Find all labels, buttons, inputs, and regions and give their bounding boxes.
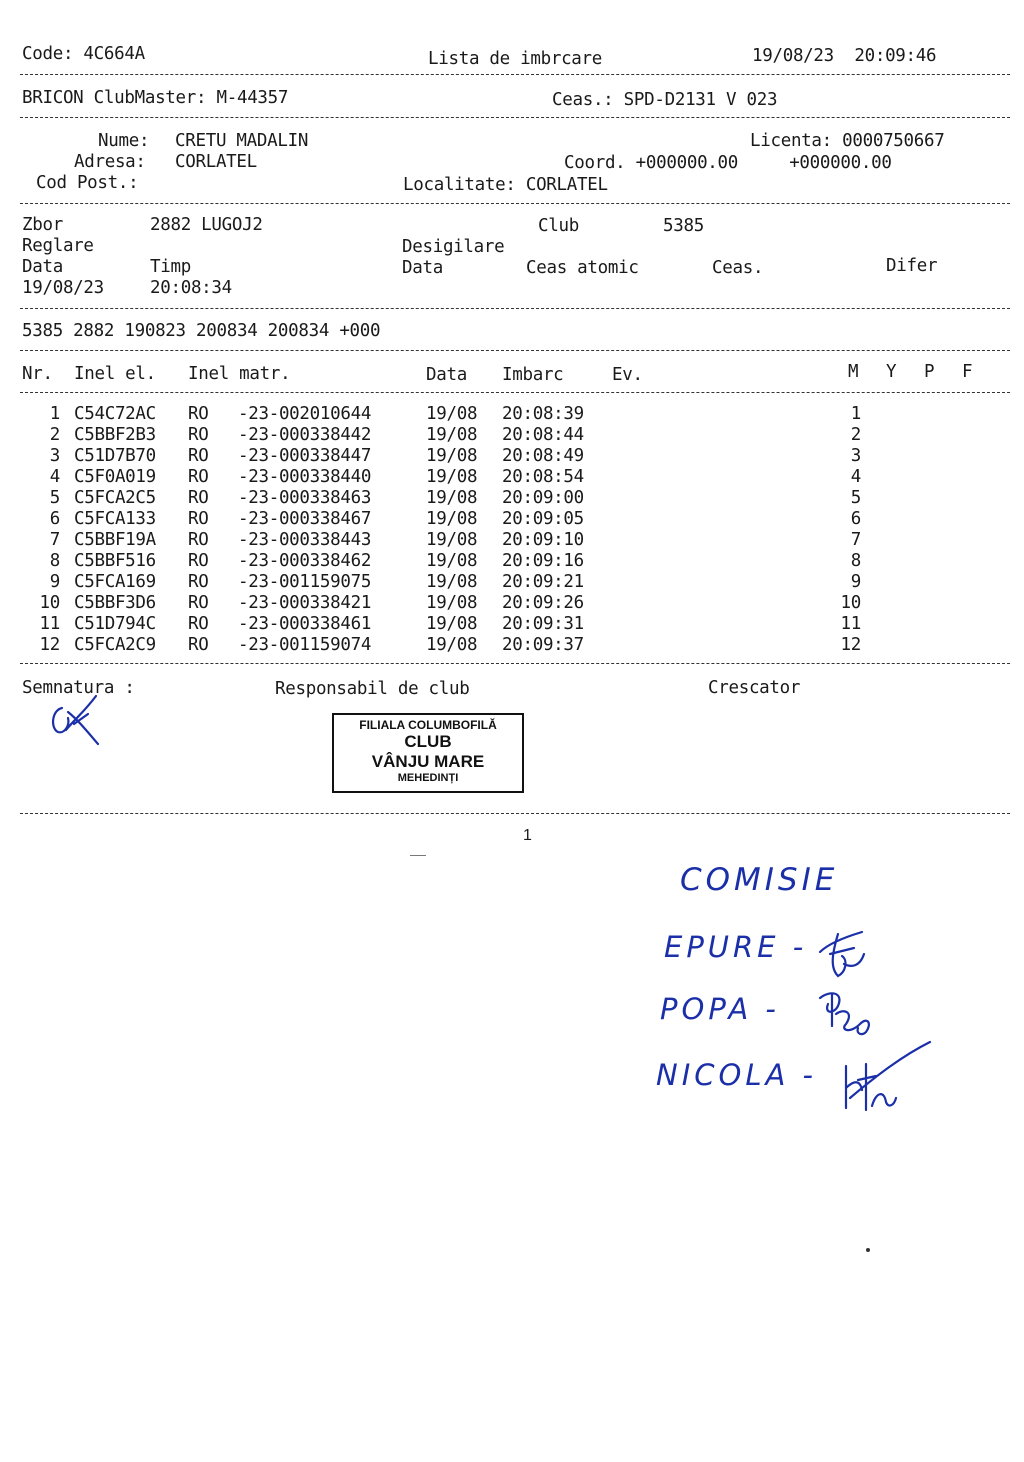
country-code: RO (188, 635, 209, 655)
m-value: 2 (850, 425, 861, 445)
reglare-date: 19/08/23 (22, 278, 104, 298)
electronic-ring: C5FCA169 (74, 572, 156, 592)
basket-time: 20:08:54 (502, 467, 584, 487)
table-row (0, 467, 1024, 488)
divider (20, 308, 1010, 309)
basket-time: 20:08:49 (502, 446, 584, 466)
clock-label: Ceas.: SPD-D2131 V 023 (552, 90, 778, 110)
col-header-nr: Nr. (22, 364, 53, 384)
adresa-label: Adresa: (74, 152, 146, 172)
stamp-line: MEHEDINȚI (397, 772, 459, 784)
basket-time: 20:09:16 (502, 551, 584, 571)
basket-time: 20:09:05 (502, 509, 584, 529)
m-value: 12 (840, 635, 861, 655)
row-number: 3 (49, 446, 60, 466)
basket-time: 20:09:26 (502, 593, 584, 613)
table-row (0, 614, 1024, 635)
row-number: 8 (49, 551, 60, 571)
col-header-inel-matr: Inel matr. (188, 364, 291, 384)
country-code: RO (188, 572, 209, 592)
table-row (0, 593, 1024, 614)
handwritten-member: POPA - (660, 992, 780, 1026)
ring-number: -23-001159075 (238, 572, 372, 592)
club-value: 5385 (663, 216, 704, 236)
difference-label: Difer (886, 256, 938, 276)
country-code: RO (188, 509, 209, 529)
table-row (0, 635, 1024, 656)
electronic-ring: C5FCA2C9 (74, 635, 156, 655)
m-value: 5 (850, 488, 861, 508)
row-number: 5 (49, 488, 60, 508)
country-code: RO (188, 446, 209, 466)
m-value: 7 (850, 530, 861, 550)
electronic-ring: C5FCA133 (74, 509, 156, 529)
basket-date: 19/08 (426, 572, 478, 592)
divider (20, 74, 1010, 75)
basket-date: 19/08 (426, 614, 478, 634)
basket-date: 19/08 (426, 488, 478, 508)
electronic-ring: C5BBF19A (74, 530, 156, 550)
basket-date: 19/08 (426, 425, 478, 445)
table-row (0, 530, 1024, 551)
col-header-y: Y (886, 362, 897, 382)
print-datetime: 19/08/23 20:09:46 (752, 46, 937, 66)
basket-date: 19/08 (426, 635, 478, 655)
stamp-line: CLUB (404, 732, 452, 751)
country-code: RO (188, 593, 209, 613)
basket-time: 20:08:39 (502, 404, 584, 424)
postal-code-label: Cod Post.: (36, 173, 139, 193)
country-code: RO (188, 467, 209, 487)
ring-number: -23-000338467 (238, 509, 372, 529)
table-row (0, 509, 1024, 530)
basket-date: 19/08 (426, 530, 478, 550)
page-number: 1 (523, 827, 532, 844)
document-title: Lista de imbrcare (428, 49, 603, 69)
handwritten-commission: COMISIE (680, 862, 839, 898)
m-value: 3 (850, 446, 861, 466)
ring-number: -23-001159074 (238, 635, 372, 655)
stamp-line: FILIALA COLUMBOFILĂ (359, 718, 497, 732)
mark (410, 855, 426, 856)
col-header-inel-el: Inel el. (74, 364, 156, 384)
ring-number: -23-000338421 (238, 593, 372, 613)
electronic-ring: C51D794C (74, 614, 156, 634)
basket-time: 20:09:21 (502, 572, 584, 592)
reglare-time: 20:08:34 (150, 278, 232, 298)
member-signature (836, 1036, 936, 1126)
electronic-ring: C5BBF3D6 (74, 593, 156, 613)
country-code: RO (188, 614, 209, 634)
breeder-label: Crescator (708, 678, 801, 698)
divider (20, 663, 1010, 664)
member-signature (812, 924, 876, 984)
coordinates: Coord. +000000.00 +000000.00 (564, 153, 892, 173)
basket-time: 20:09:00 (502, 488, 584, 508)
owner-name: CRETU MADALIN (175, 131, 309, 151)
basket-time: 20:09:31 (502, 614, 584, 634)
m-value: 1 (850, 404, 861, 424)
ring-number: -23-000338443 (238, 530, 372, 550)
flight-value: 2882 LUGOJ2 (150, 215, 263, 235)
divider (20, 392, 1010, 393)
basket-time: 20:09:10 (502, 530, 584, 550)
signature-scribble (44, 690, 114, 754)
country-code: RO (188, 551, 209, 571)
row-number: 12 (39, 635, 60, 655)
atomic-clock-label: Ceas atomic (526, 258, 639, 278)
club-label: Club (538, 216, 579, 236)
basket-date: 19/08 (426, 551, 478, 571)
country-code: RO (188, 530, 209, 550)
signature-label: Semnatura : (22, 678, 135, 698)
reglare-label: Reglare (22, 236, 94, 256)
ring-number: -23-000338462 (238, 551, 372, 571)
data-label: Data (402, 258, 443, 278)
table-row (0, 446, 1024, 467)
ring-number: -23-000338463 (238, 488, 372, 508)
m-value: 4 (850, 467, 861, 487)
flight-code-line: 5385 2882 190823 200834 200834 +000 (22, 321, 381, 341)
flight-label: Zbor (22, 215, 63, 235)
country-code: RO (188, 425, 209, 445)
code-label: Code: 4C664A (22, 44, 145, 64)
desigilare-label: Desigilare (402, 237, 505, 257)
nume-label: Nume: (98, 131, 150, 151)
row-number: 4 (49, 467, 60, 487)
row-number: 10 (39, 593, 60, 613)
m-value: 9 (850, 572, 861, 592)
m-value: 6 (850, 509, 861, 529)
data-label: Data (22, 257, 63, 277)
electronic-ring: C5BBF516 (74, 551, 156, 571)
col-header-imbarc: Imbarc (502, 365, 564, 385)
country-code: RO (188, 404, 209, 424)
divider (20, 350, 1010, 351)
electronic-ring: C51D7B70 (74, 446, 156, 466)
clock-short-label: Ceas. (712, 258, 764, 278)
m-value: 11 (840, 614, 861, 634)
basket-date: 19/08 (426, 404, 478, 424)
clubmaster-label: BRICON ClubMaster: M-44357 (22, 88, 289, 108)
ring-number: -23-000338447 (238, 446, 372, 466)
handwritten-member: EPURE - (664, 930, 808, 964)
basket-time: 20:09:37 (502, 635, 584, 655)
electronic-ring: C5FCA2C5 (74, 488, 156, 508)
basket-time: 20:08:44 (502, 425, 584, 445)
owner-address: CORLATEL (175, 152, 257, 172)
basket-date: 19/08 (426, 509, 478, 529)
divider (20, 117, 1010, 118)
table-row (0, 404, 1024, 425)
club-stamp (332, 713, 524, 793)
m-value: 8 (850, 551, 861, 571)
table-row (0, 488, 1024, 509)
country-code: RO (188, 488, 209, 508)
club-responsible-label: Responsabil de club (275, 679, 470, 699)
row-number: 9 (49, 572, 60, 592)
ring-number: -23-000338442 (238, 425, 372, 445)
ring-number: -23-002010644 (238, 404, 372, 424)
basket-date: 19/08 (426, 467, 478, 487)
basket-date: 19/08 (426, 446, 478, 466)
ring-number: -23-000338461 (238, 614, 372, 634)
col-header-p: P (924, 362, 935, 382)
col-header-m: M (848, 362, 859, 382)
row-number: 1 (49, 404, 60, 424)
licence-number: Licenta: 0000750667 (750, 131, 945, 151)
col-header-f: F (962, 362, 973, 382)
ring-number: -23-000338440 (238, 467, 372, 487)
row-number: 6 (49, 509, 60, 529)
electronic-ring: C5BBF2B3 (74, 425, 156, 445)
electronic-ring: C54C72AC (74, 404, 156, 424)
m-value: 10 (840, 593, 861, 613)
col-header-ev: Ev. (612, 365, 643, 385)
locality: Localitate: CORLATEL (403, 175, 608, 195)
table-row (0, 551, 1024, 572)
table-row (0, 425, 1024, 446)
handwritten-member: NICOLA - (656, 1058, 817, 1092)
table-row (0, 572, 1024, 593)
divider (20, 203, 1010, 204)
timp-label: Timp (150, 257, 191, 277)
basket-date: 19/08 (426, 593, 478, 613)
row-number: 7 (49, 530, 60, 550)
stamp-line: VÂNJU MARE (371, 752, 485, 771)
divider (20, 813, 1010, 814)
row-number: 11 (39, 614, 60, 634)
electronic-ring: C5F0A019 (74, 467, 156, 487)
col-header-data: Data (426, 365, 467, 385)
member-signature (810, 984, 880, 1044)
row-number: 2 (49, 425, 60, 445)
ink-dot (866, 1248, 870, 1252)
